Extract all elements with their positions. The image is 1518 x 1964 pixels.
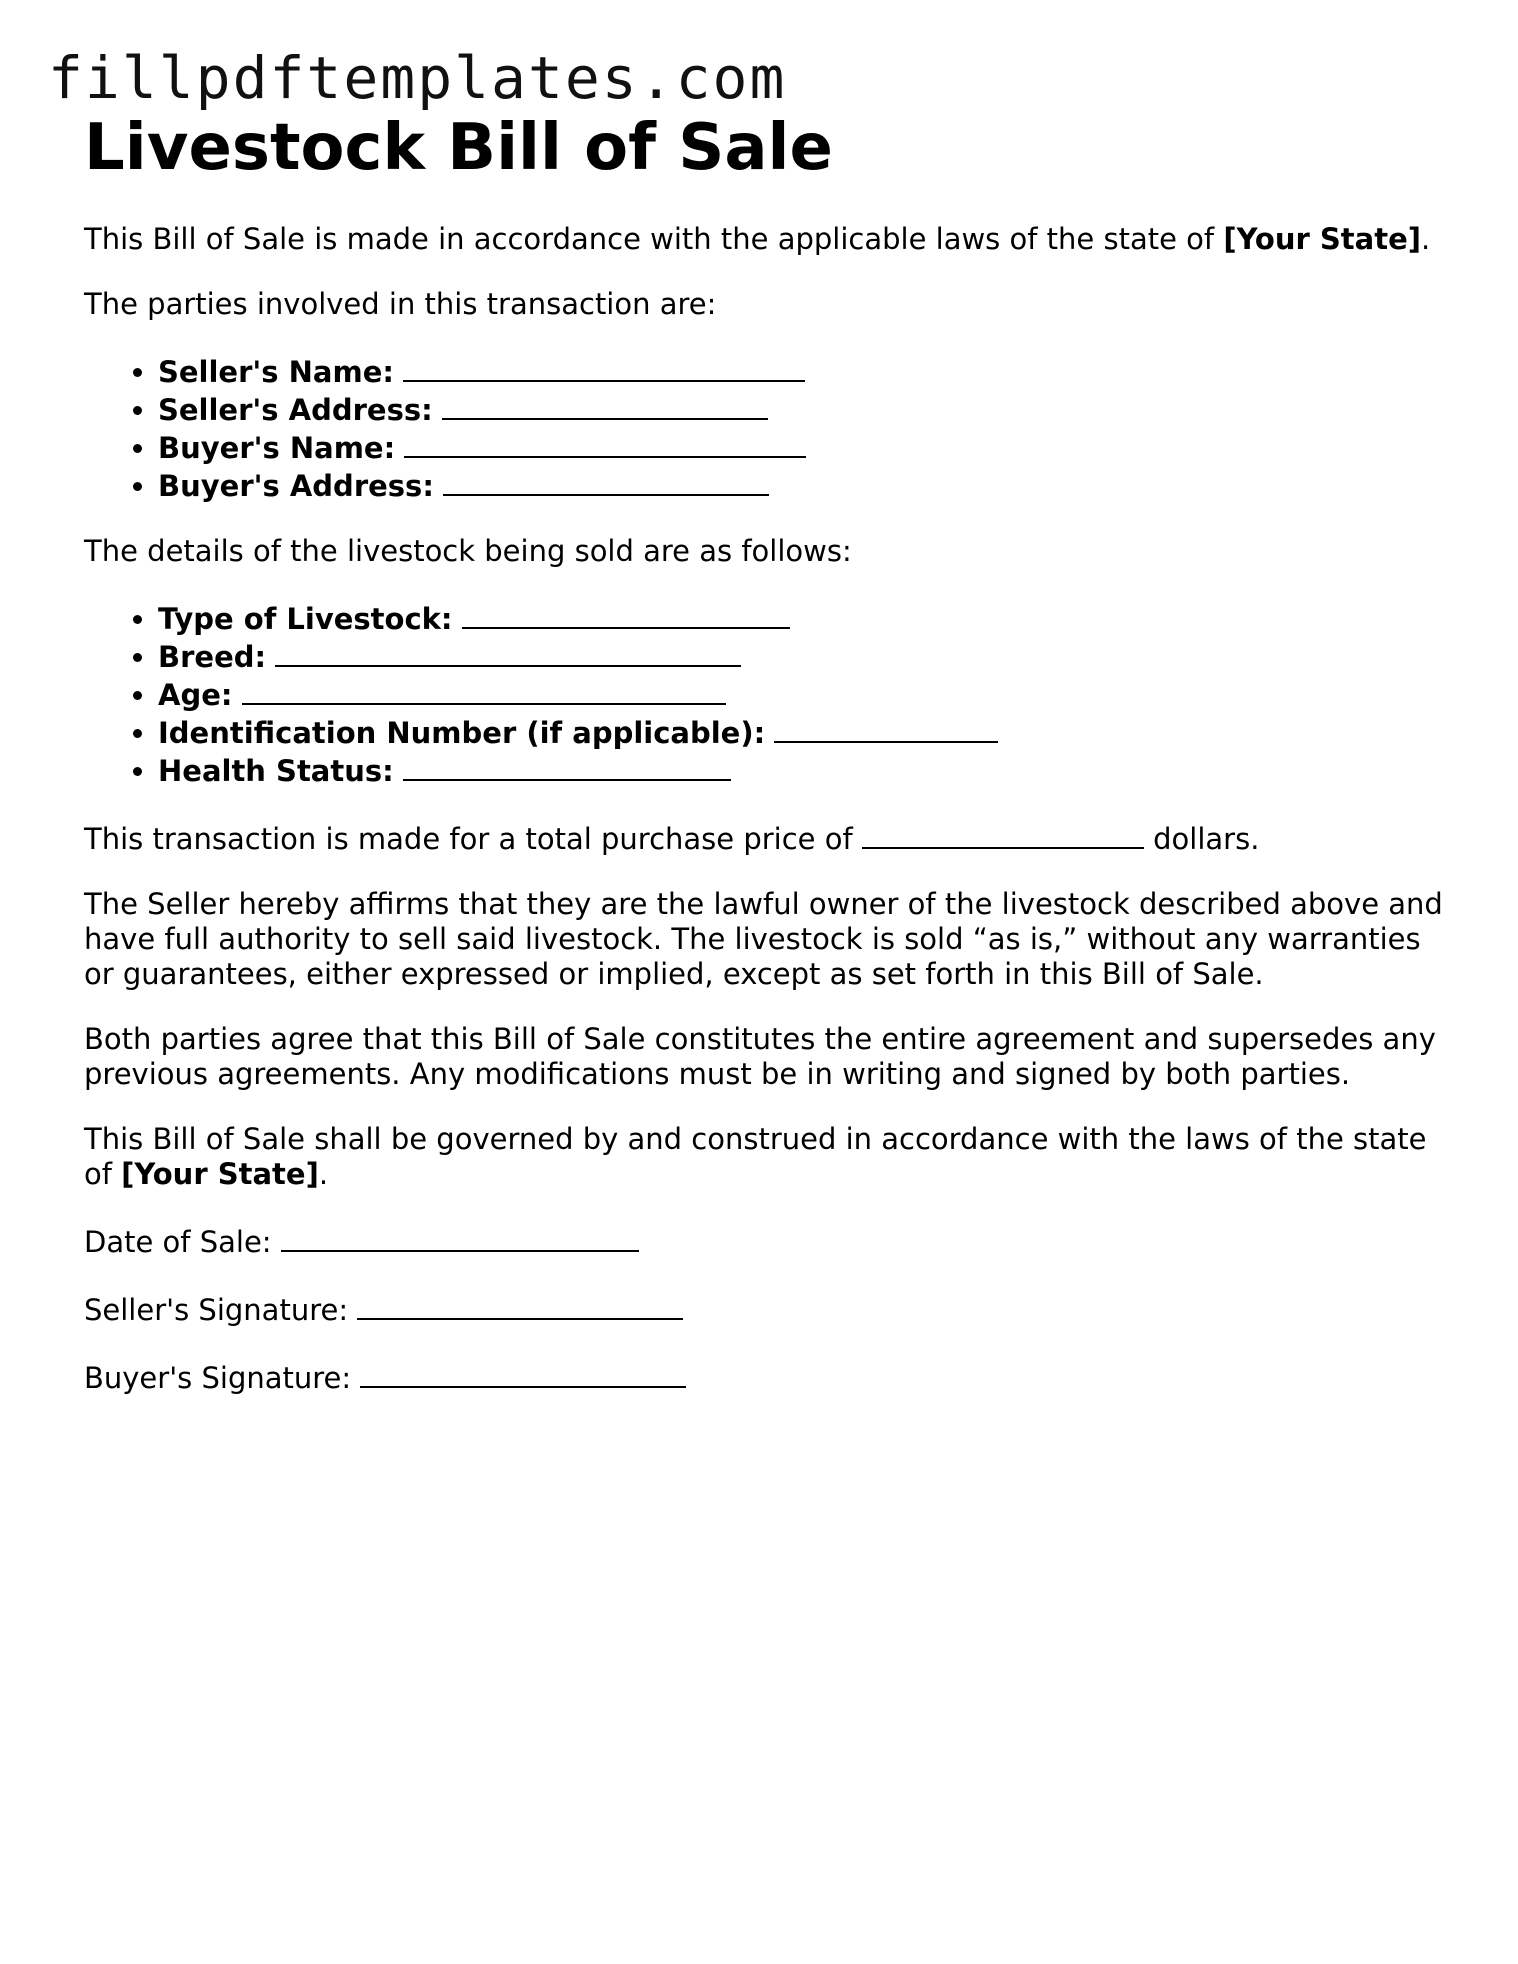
intro-end: . xyxy=(1421,222,1431,256)
price-text-after: dollars. xyxy=(1143,822,1260,856)
intro-paragraph xyxy=(84,222,1454,257)
governing-end: . xyxy=(318,1157,329,1191)
document-body xyxy=(84,108,1454,1396)
breed-field[interactable] xyxy=(275,637,741,667)
list-item xyxy=(158,466,1454,504)
seller-name-field[interactable] xyxy=(403,352,805,382)
buyer-signature-field[interactable] xyxy=(360,1358,686,1388)
list-item xyxy=(158,637,1454,675)
identification-number-field[interactable] xyxy=(774,713,998,743)
governing-law-paragraph xyxy=(84,1122,1454,1192)
party-label-seller-name: Seller's Name: xyxy=(158,355,394,389)
health-status-field[interactable] xyxy=(403,751,731,781)
party-label-buyer-address: Buyer's Address: xyxy=(158,469,434,503)
age-field[interactable] xyxy=(242,675,726,705)
livestock-type-field[interactable] xyxy=(462,599,790,629)
livestock-label-type: Type of Livestock: xyxy=(158,602,453,636)
date-of-sale-line xyxy=(84,1222,1454,1260)
governing-text: This Bill of Sale shall be governed by and construed in accordance with the laws of the state of xyxy=(84,1122,1427,1191)
intro-state-placeholder: [Your State] xyxy=(1223,222,1422,256)
livestock-list xyxy=(84,599,1454,789)
seller-signature-label: Seller's Signature: xyxy=(84,1293,349,1327)
list-item xyxy=(158,675,1454,713)
buyer-address-field[interactable] xyxy=(443,466,769,496)
date-of-sale-label: Date of Sale: xyxy=(84,1225,272,1259)
date-of-sale-field[interactable] xyxy=(281,1222,639,1252)
livestock-label-identification: Identification Number (if applicable): xyxy=(158,716,766,750)
seller-signature-field[interactable] xyxy=(357,1290,683,1320)
document-title: Livestock Bill of Sale xyxy=(84,111,833,185)
party-label-seller-address: Seller's Address: xyxy=(158,393,433,427)
livestock-label-breed: Breed: xyxy=(158,640,267,674)
affirmation-paragraph: The Seller hereby affirms that they are the lawful owner of the livestock described above and have full authority to sell said livestock. The livestock is sold “as is,” without any warranties or guarantees, either expressed or implied, except as set forth in this Bill of Sale. xyxy=(84,887,1443,991)
list-item xyxy=(158,751,1454,789)
price-text-before: This transaction is made for a total purchase price of xyxy=(84,822,862,856)
party-label-buyer-name: Buyer's Name: xyxy=(158,431,396,465)
seller-address-field[interactable] xyxy=(442,390,768,420)
watermark-text: fillpdftemplates.com xyxy=(48,44,787,112)
price-paragraph xyxy=(84,819,1454,857)
seller-signature-line xyxy=(84,1290,1454,1328)
parties-list xyxy=(84,352,1454,504)
list-item xyxy=(158,428,1454,466)
purchase-price-field[interactable] xyxy=(862,819,1144,849)
livestock-label-health: Health Status: xyxy=(158,754,394,788)
governing-state-placeholder: [Your State] xyxy=(121,1157,319,1191)
list-item xyxy=(158,713,1454,751)
livestock-label-age: Age: xyxy=(158,678,233,712)
agreement-paragraph: Both parties agree that this Bill of Sale constitutes the entire agreement and supersedes any previous agreements. Any modifications must be in writing and signed by both parties. xyxy=(84,1022,1436,1091)
buyer-name-field[interactable] xyxy=(404,428,806,458)
list-item xyxy=(158,599,1454,637)
intro-text: This Bill of Sale is made in accordance with the applicable laws of the state of xyxy=(84,222,1224,256)
list-item xyxy=(158,390,1454,428)
parties-intro: The parties involved in this transaction are: xyxy=(84,287,717,321)
buyer-signature-line xyxy=(84,1358,1454,1396)
list-item xyxy=(158,352,1454,390)
buyer-signature-label: Buyer's Signature: xyxy=(84,1361,352,1395)
livestock-intro: The details of the livestock being sold are as follows: xyxy=(84,534,852,568)
